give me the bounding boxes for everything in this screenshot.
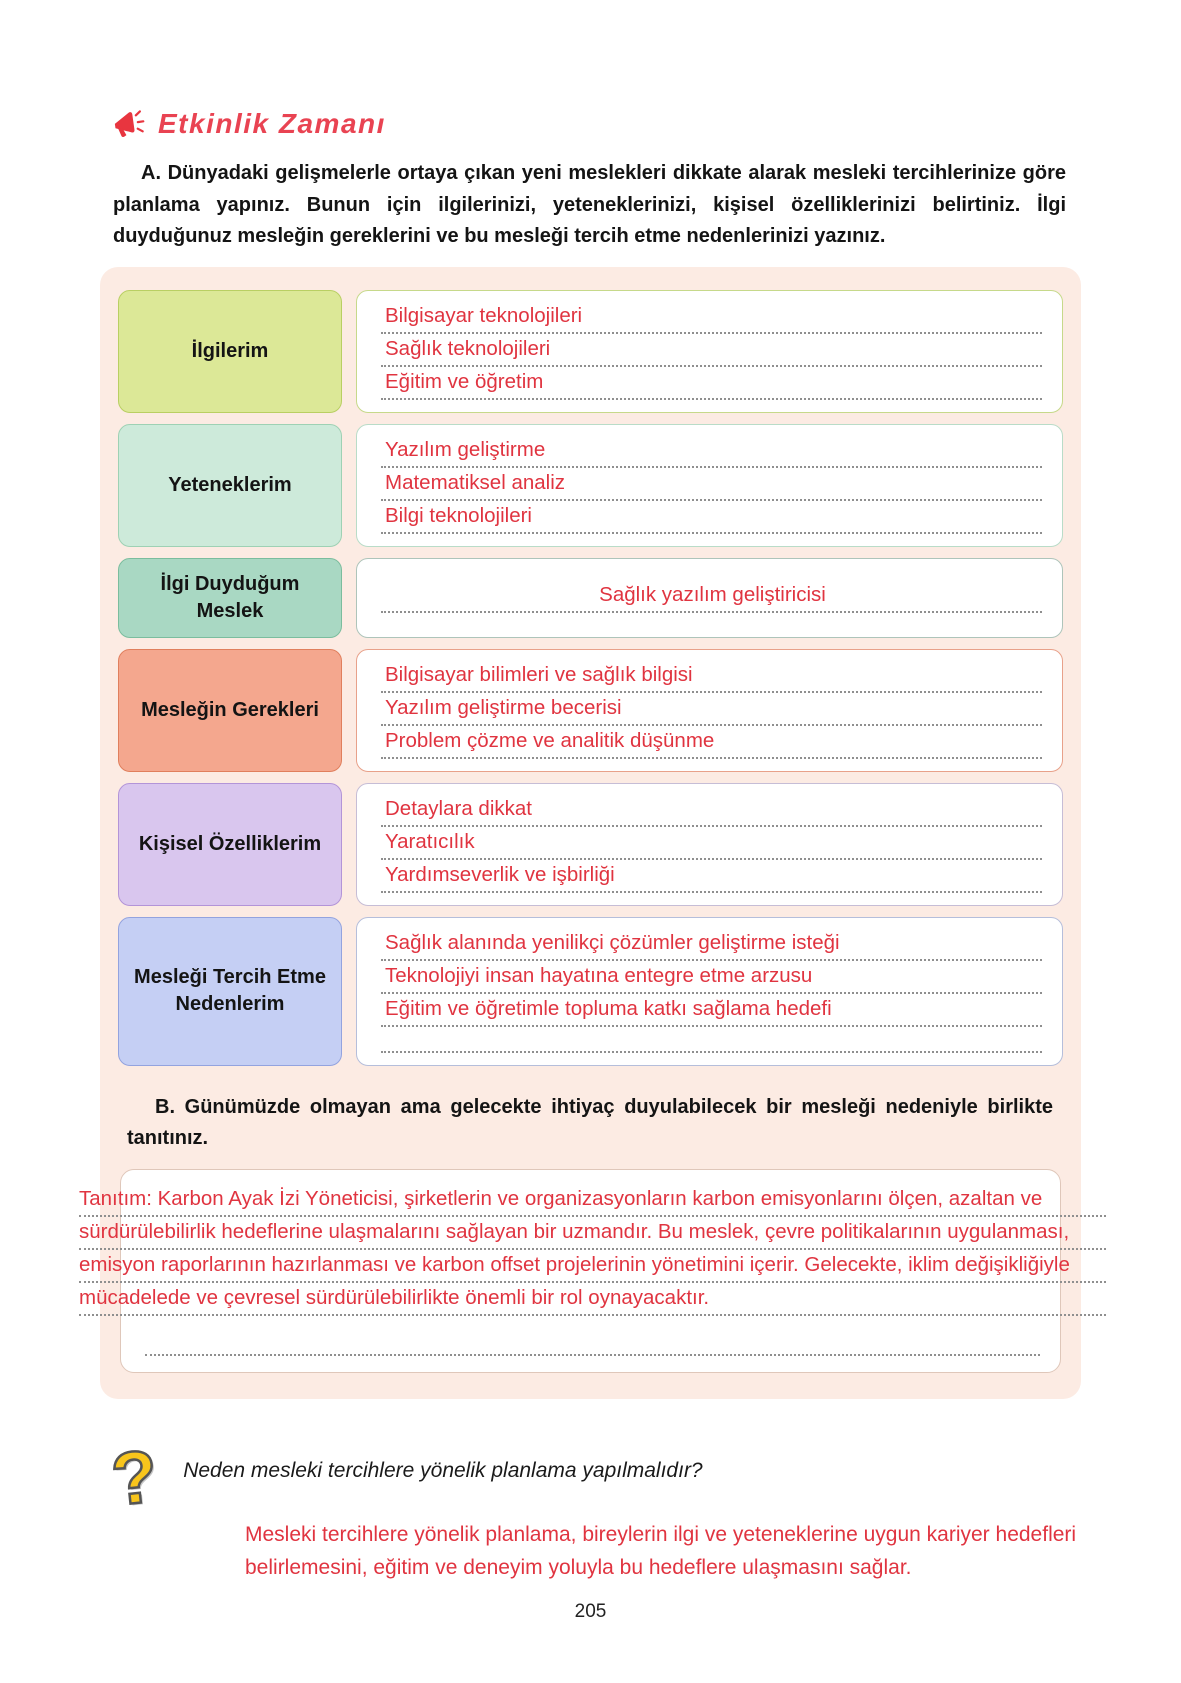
answer-line[interactable]: Sağlık alanında yenilikçi çözümler geliştirme isteği <box>381 928 1042 961</box>
answer-line[interactable]: Yazılım geliştirme <box>381 435 1042 468</box>
row-meslegin-gerekleri <box>118 649 1063 772</box>
answer-line[interactable]: emisyon raporlarının hazırlanması ve karbon offset projelerinin yönetimini içerir. Gelecekte, iklim değişikliğiyle <box>79 1250 1106 1283</box>
row-answers-meslegi-tercih-etme-nedenlerim <box>356 917 1063 1066</box>
answer-line[interactable]: Matematiksel analiz <box>381 468 1042 501</box>
row-label-meslegin-gerekleri: Mesleğin Gerekleri <box>118 649 342 772</box>
section-a-instruction: A. Dünyadaki gelişmelerle ortaya çıkan yeni meslekleri dikkate alarak mesleki tercihlerinize göre planlama yapınız. Bunun için ilgilerinizi, yeteneklerinizi, kişisel özelliklerinizi belirtiniz. İlgi duyduğunuz mesleğin gereklerini ve bu mesleği tercih etme nedenlerinizi yazınız. <box>113 162 1066 248</box>
answer-line[interactable]: sürdürülebilirlik hedeflerine ulaşmalarını sağlayan bir uzmandır. Bu meslek, çevre politikalarının uygulanması, <box>79 1217 1106 1250</box>
megaphone-icon <box>108 104 149 145</box>
answer-line[interactable]: Bilgi teknolojileri <box>381 501 1042 534</box>
row-label-ilgi-duydugum-meslek: İlgi Duyduğum Meslek <box>118 558 342 638</box>
row-label-ilgilerim: İlgilerim <box>118 290 342 413</box>
answer-line[interactable]: Bilgisayar bilimleri ve sağlık bilgisi <box>381 660 1042 693</box>
answer-line[interactable]: Yaratıcılık <box>381 827 1042 860</box>
answer-line[interactable]: Eğitim ve öğretim <box>381 367 1042 400</box>
reflection-block <box>107 1433 1181 1522</box>
row-answers-yeteneklerim <box>356 424 1063 547</box>
answer-line[interactable]: Sağlık teknolojileri <box>381 334 1042 367</box>
answer-line-empty[interactable] <box>145 1322 1040 1356</box>
activity-header <box>110 106 1181 142</box>
row-label-yeteneklerim: Yeteneklerim <box>118 424 342 547</box>
answer-line[interactable]: Teknolojiyi insan hayatına entegre etme arzusu <box>381 961 1042 994</box>
answer-line[interactable]: Tanıtım: Karbon Ayak İzi Yöneticisi, şirketlerin ve organizasyonların karbon emisyonlarını ölçen, azaltan ve <box>79 1184 1106 1217</box>
row-meslegi-tercih-etme-nedenlerim <box>118 917 1063 1066</box>
row-kisisel-ozelliklerim <box>118 783 1063 906</box>
row-label-kisisel-ozelliklerim: Kişisel Özelliklerim <box>118 783 342 906</box>
answer-line[interactable]: Yardımseverlik ve işbirliği <box>381 860 1042 893</box>
section-b-answer-box <box>79 1169 1070 1373</box>
row-answers-ilgi-duydugum-meslek <box>356 558 1063 638</box>
activity-area <box>79 267 1081 1399</box>
row-yeteneklerim <box>118 424 1063 547</box>
page-number: 205 <box>574 1600 607 1622</box>
answer-line[interactable]: Eğitim ve öğretimle topluma katkı sağlama hedefi <box>381 994 1042 1027</box>
row-answers-kisisel-ozelliklerim <box>356 783 1063 906</box>
reflection-question: Neden mesleki tercihlere yönelik planlama yapılmalıdır? <box>183 1458 703 1482</box>
activity-title: Etkinlik Zamanı <box>158 108 386 139</box>
reflection-answer[interactable]: Mesleki tercihlere yönelik planlama, bireylerin ilgi ve yeteneklerine uygun kariyer hedefleri belirlemesini, eğitim ve deneyim yoluyla bu hedeflere ulaşmasını sağlar. <box>245 1522 1077 1580</box>
answer-line[interactable]: Problem çözme ve analitik düşünme <box>381 726 1042 759</box>
section-b-answer-text <box>79 1184 1106 1316</box>
row-label-meslegi-tercih-etme-nedenlerim: Mesleği Tercih Etme Nedenlerim <box>118 917 342 1066</box>
answer-line[interactable]: Yazılım geliştirme becerisi <box>381 693 1042 726</box>
row-answers-meslegin-gerekleri <box>356 649 1063 772</box>
answer-line[interactable]: Detaylara dikkat <box>381 794 1042 827</box>
answer-line[interactable]: Sağlık yazılım geliştiricisi <box>381 580 1042 613</box>
question-mark-icon: ? <box>107 1433 162 1522</box>
row-ilgilerim <box>118 290 1063 413</box>
section-b-instruction: B. Günümüzde olmayan ama gelecekte ihtiyaç duyulabilecek bir mesleği nedeniyle birlikte tanıtınız. <box>127 1095 1053 1150</box>
answer-line[interactable]: mücadelede ve çevresel sürdürülebilirlikte önemli bir rol oynayacaktır. <box>79 1283 1106 1316</box>
row-ilgi-duydugum-meslek <box>118 558 1063 638</box>
row-answers-ilgilerim <box>356 290 1063 413</box>
answer-line[interactable]: Bilgisayar teknolojileri <box>381 301 1042 334</box>
answer-line-empty[interactable] <box>381 1027 1042 1053</box>
